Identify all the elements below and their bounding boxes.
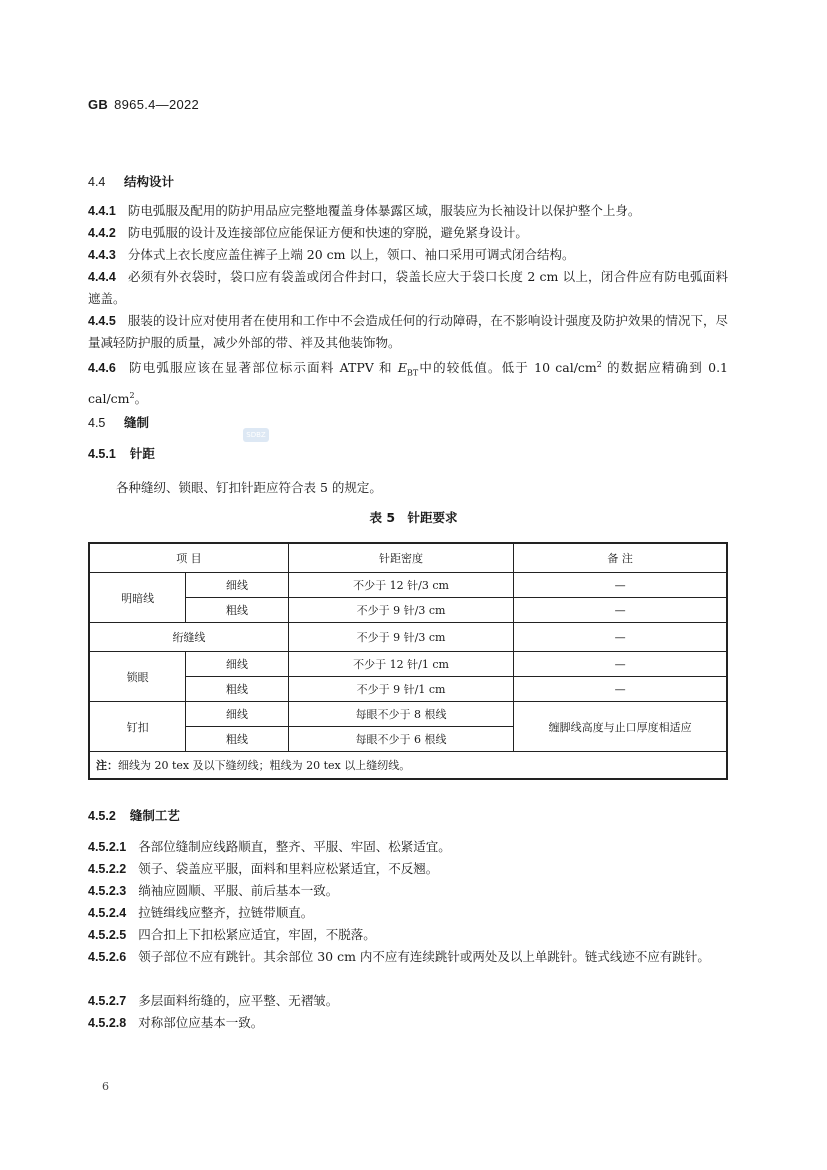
density-cell: 不少于 12 针/3 cm [288,573,513,598]
group-cell: 绗缝线 [89,623,288,652]
clause-4-5-2-2: 4.5.2.2 领子、袋盖应平服，面料和里料应松紧适宜，不反翘。 [88,861,439,876]
note-text: 细线为 20 tex 及以下缝纫线；粗线为 20 tex 以上缝纫线。 [118,759,411,772]
thread-type-cell: 粗线 [186,677,289,702]
clause-4-5-2-4: 4.5.2.4 拉链缉线应整齐，拉链带顺直。 [88,905,314,920]
table-note [89,752,727,780]
watermark-logo: SDBZ [243,428,269,442]
paragraph-4-5-1: 各种缝纫、锁眼、钉扣针距应符合表 5 的规定。 [116,480,382,495]
clause-4-5-2-7: 4.5.2.7 多层面料绗缝的，应平整、无褶皱。 [88,993,339,1008]
section-number: 4.4 [88,175,106,189]
table-5-caption: 表 5 针距要求 [369,510,458,525]
clause-4-4-3: 4.4.3 分体式上衣长度应盖住裤子上端 20 cm 以上，领口、袖口采用可调式闭合结构。 [88,247,575,262]
density-cell: 不少于 9 针/3 cm [288,598,513,623]
subsection-4-5-2-heading: 4.5.2 缝制工艺 [88,808,180,823]
remark-cell: — [514,573,727,598]
table-row [89,702,727,727]
clause-4-4-1: 4.4.1 防电弧服及配用的防护用品应完整地覆盖身体暴露区域，服装应为长袖设计以保护整个上身。 [88,203,641,218]
section-title: 缝制 [124,415,150,430]
clause-4-4-5: 4.4.5 服装的设计应对使用者在使用和工作中不会造成任何的行动障碍，在不影响设计强度及防护效果的情况下，尽量减轻防护服的质量，减少外部的带、袢及其他装饰物。 [88,313,728,350]
subsection-4-5-1-heading: 4.5.1 针距 [88,446,155,461]
density-cell: 每眼不少于 8 根线 [288,702,513,727]
standard-prefix: GB [88,97,109,112]
page-number: 6 [102,1080,109,1093]
remark-cell: — [514,677,727,702]
remark-cell: — [514,598,727,623]
clause-4-5-2-1: 4.5.2.1 各部位缝制应线路顺直，整齐、平服、牢固、松紧适宜。 [88,839,451,854]
clause-4-5-2-5: 4.5.2.5 四合扣上下扣松紧应适宜，牢固，不脱落。 [88,927,376,942]
group-cell: 锁眼 [89,652,186,702]
table-5-stitch-density [88,542,728,780]
group-cell: 明暗线 [89,573,186,623]
section-4-5-heading [88,413,149,431]
thread-type-cell: 细线 [186,652,289,677]
thread-type-cell: 细线 [186,702,289,727]
remark-cell: — [514,652,727,677]
section-number: 4.5 [88,416,106,430]
thread-type-cell: 细线 [186,573,289,598]
remark-cell: 缠脚线高度与止口厚度相适应 [514,702,727,752]
thread-type-cell: 粗线 [186,727,289,752]
clause-4-4-4: 4.4.4 必须有外衣袋时，袋口应有袋盖或闭合件封口，袋盖长应大于袋口长度 2 cm 以上，闭合件应有防电弧面料遮盖。 [88,269,728,306]
clause-4-5-2-8: 4.5.2.8 对称部位应基本一致。 [88,1015,264,1030]
header-item: 项 目 [89,543,288,573]
density-cell: 不少于 12 针/1 cm [288,652,513,677]
section-4-4-heading [88,172,174,190]
table-note-row [89,752,727,780]
density-cell: 不少于 9 针/1 cm [288,677,513,702]
note-label: 注： [96,759,118,772]
thread-type-cell: 粗线 [186,598,289,623]
density-cell: 不少于 9 针/3 cm [288,623,513,652]
standard-header [88,97,199,112]
clause-4-4-6: 4.4.6 防电弧服应该在显著部位标示面料 ATPV 和 $E_{BT}$中的较低值。低于 10 cal/$cm^2$ 的数据应精确到 0.1 cal/$cm^2$。 [88,360,729,406]
standard-number: 8965.4—2022 [114,97,200,112]
section-title: 结构设计 [124,174,175,189]
table-row [89,573,727,598]
remark-cell: — [514,623,727,652]
clause-4-5-2-3: 4.5.2.3 绱袖应圆顺、平服、前后基本一致。 [88,883,339,898]
clause-4-5-2-6: 4.5.2.6 领子部位不应有跳针。其余部位 30 cm 内不应有连续跳针或两处及以上单跳针。链式线迹不应有跳针。 [88,949,710,964]
header-remark: 备 注 [514,543,727,573]
table-row [89,623,727,652]
table-header-row [89,543,727,573]
density-cell: 每眼不少于 6 根线 [288,727,513,752]
clause-4-4-2: 4.4.2 防电弧服的设计及连接部位应能保证方便和快速的穿脱，避免紧身设计。 [88,225,528,240]
group-cell: 钉扣 [89,702,186,752]
header-density: 针距密度 [288,543,513,573]
table-row [89,652,727,677]
